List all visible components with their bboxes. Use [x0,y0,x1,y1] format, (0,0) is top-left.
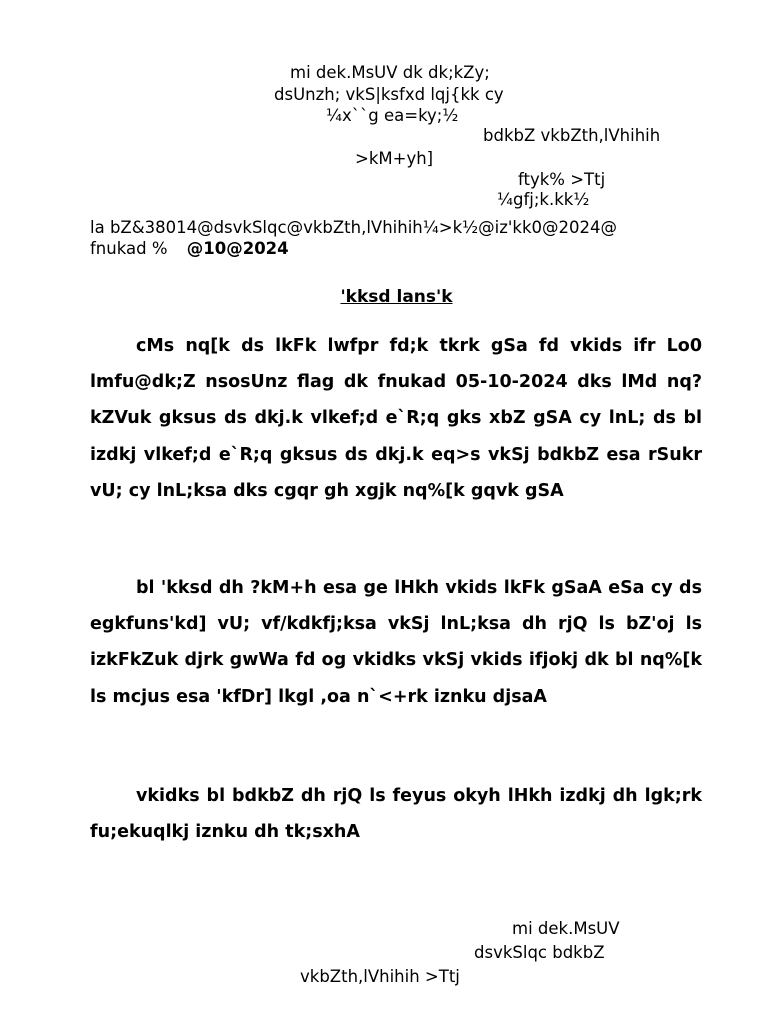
subject-heading: 'kksd lans'k [340,287,453,307]
signature-location: vkbZth,lVhihih >Ttj [300,967,460,986]
sender-state: ¼gfj;k.kk½ [497,190,590,209]
date-value: @10@2024 [186,239,289,258]
body-paragraph-1: cMs nq[k ds lkFk lwfpr fd;k tkrk gSa fd vkids ifr Lo0 lmfu@dk;Z nsosUnz flag dk fnukad 05-10-2024 dks lMd nq?kZVuk gksus ds dkj.k vlkef;d e`R;q gks xbZ gSA cy lnL; ds bl izdkj vlkef;d e`R;q gksus ds dkj.k eq>s vkSj bdkbZ esa rSukr vU; cy lnL;ksa dks cgqr gh xgjk nq%[k gqvk gSA [90,336,702,501]
reference-date-line [90,239,289,259]
body-paragraph-3: vkidks bl bdkbZ dh rjQ ls feyus okyh lHkh izdkj dh lgk;rk fu;ekuqlkj iznku dh tk;sxhA [90,786,702,843]
body-paragraph-2: bl 'kksd dh ?kM+h esa ge lHkh vkids lkFk gSaA eSa cy ds egkfuns'kd] vU; vf/kdkfj;ksa vkSj lnL;ksa dh rjQ ls bZ'oj ls izkFkZuk djrk gwWa fd og vkidks vkSj vkids ifjokj dk bl nq%[k ls mcjus esa 'kfDr] lkgl ,oa n`<+rk iznku djsaA [90,578,702,707]
signature-designation: mi dek.MsUV [512,919,620,938]
date-label: fnukad % [90,239,168,258]
sender-unit: bdkbZ vkbZth,lVhihih [483,126,661,145]
sender-location: >kM+yh] [355,149,434,168]
sender-office-title: mi dek.MsUV dk dk;kZy; [290,63,490,82]
sender-force-name: dsUnzh; vkS|ksfxd lqj{kk cy [274,85,504,104]
sender-ministry: ¼x``g ea=ky;½ [326,106,459,125]
signature-unit: dsvkSlqc bdkbZ [474,943,605,962]
reference-number: la bZ&38014@dsvkSlqc@vkbZth,lVhihih¼>k½@iz'kk0@2024@ [90,218,617,237]
sender-district: ftyk% >Ttj [518,170,606,189]
